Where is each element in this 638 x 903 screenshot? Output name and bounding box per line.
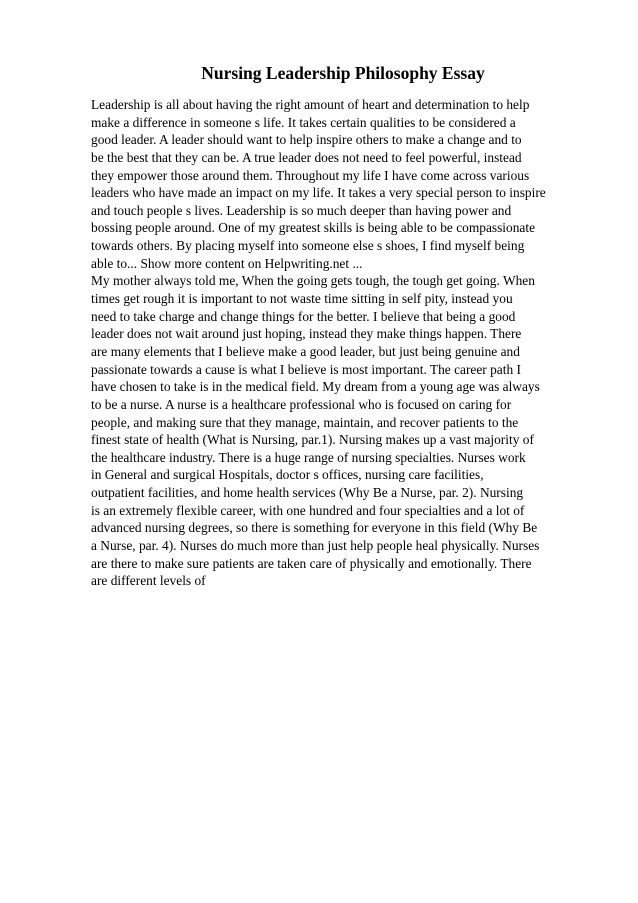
body-line: need to take charge and change things for the better. I believe that being a good — [91, 308, 516, 324]
body-line: a Nurse, par. 4). Nurses do much more than just help people heal physically. Nurses — [91, 538, 540, 554]
document-title: Nursing Leadership Philosophy Essay — [201, 63, 485, 83]
body-line: be the best that they can be. A true leader does not need to feel powerful, instead — [91, 149, 522, 165]
body-line: they empower those around them. Throughout my life I have come across various — [91, 167, 530, 183]
body-line: are different levels of — [91, 573, 206, 589]
body-line: the healthcare industry. There is a huge range of nursing specialties. Nurses work — [91, 449, 526, 465]
body-line: finest state of health (What is Nursing, par.1). Nursing makes up a vast majority of — [91, 432, 534, 448]
body-line: good leader. A leader should want to help inspire others to make a change and to — [91, 132, 522, 148]
body-line: have chosen to take is in the medical field. My dream from a young age was always — [91, 379, 540, 395]
body-line: make a difference in someone s life. It takes certain qualities to be considered a — [91, 114, 516, 130]
body-line: to be a nurse. A nurse is a healthcare professional who is focused on caring for — [91, 396, 512, 412]
body-line: bossing people around. One of my greatest skills is being able to be compassionate — [91, 220, 536, 236]
body-line: are many elements that I believe make a good leader, but just being genuine and — [91, 343, 520, 359]
body-line: leaders who have made an impact on my life. It takes a very special person to inspire — [91, 185, 546, 201]
body-line: leader does not wait around just hoping, instead they make things happen. There — [91, 326, 522, 342]
body-line: passionate towards a cause is what I believe is most important. The career path I — [91, 361, 521, 377]
body-line: My mother always told me, When the going gets tough, the tough get going. When — [91, 273, 535, 289]
body-line: are there to make sure patients are taken care of physically and emotionally. There — [91, 555, 532, 571]
body-line: able to... Show more content on Helpwriting.net ... — [91, 255, 363, 271]
body-line: people, and making sure that they manage, maintain, and recover patients to the — [91, 414, 519, 430]
document-body — [91, 96, 591, 590]
body-line: towards others. By placing myself into someone else s shoes, I find myself being — [91, 238, 525, 254]
body-line: advanced nursing degrees, so there is something for everyone in this field (Why Be — [91, 520, 538, 536]
body-line: and touch people s lives. Leadership is so much deeper than having power and — [91, 202, 512, 218]
body-line: is an extremely flexible career, with one hundred and four specialties and a lot of — [91, 502, 525, 518]
body-line: outpatient facilities, and home health services (Why Be a Nurse, par. 2). Nursing — [91, 485, 524, 501]
body-line: in General and surgical Hospitals, doctor s offices, nursing care facilities, — [91, 467, 484, 483]
body-line: times get rough it is important to not waste time sitting in self pity, instead you — [91, 291, 513, 307]
body-line: Leadership is all about having the right amount of heart and determination to help — [91, 97, 530, 112]
